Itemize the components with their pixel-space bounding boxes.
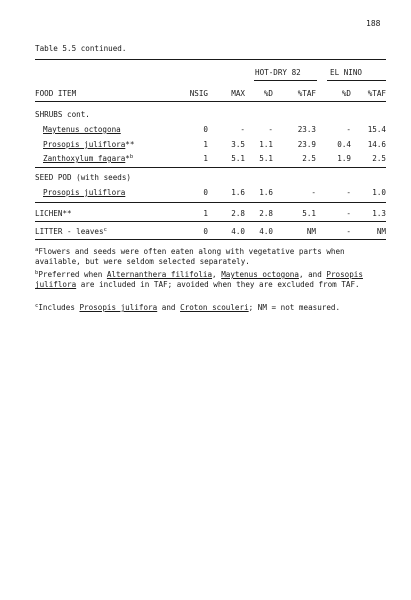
hot-dry-d-cell: 4.0 xyxy=(259,227,273,236)
nsig-cell: 0 xyxy=(203,188,208,197)
hot-dry-taf-cell: - xyxy=(311,188,316,197)
hot-dry-d-cell: 1.6 xyxy=(259,188,273,197)
group-header-hot-dry: HOT-DRY 82 xyxy=(255,68,301,77)
hot-dry-d-cell: 1.1 xyxy=(259,140,273,149)
header-el-nino-taf: %TAF xyxy=(367,89,386,98)
footnote-a: $^a$Flowers and seeds were often eaten along with vegetative parts when available, but were seldom selected separately. xyxy=(35,247,345,267)
max-cell: - xyxy=(240,125,245,134)
el-nino-d-cell: - xyxy=(346,227,351,236)
el-nino-taf-cell: 14.6 xyxy=(367,140,386,149)
el-nino-taf-cell: 1.3 xyxy=(372,209,386,218)
food-item-name: Prosopis juliflora xyxy=(43,188,126,197)
nsig-cell: 0 xyxy=(203,125,208,134)
table-caption: Table 5.5 continued. xyxy=(35,44,127,53)
header-max: MAX xyxy=(231,89,245,98)
nsig-cell: 0 xyxy=(203,227,208,236)
hot-dry-taf-cell: NM xyxy=(306,227,316,236)
max-cell: 4.0 xyxy=(231,227,245,236)
el-nino-d-cell: 1.9 xyxy=(337,154,351,163)
section-rule xyxy=(35,167,386,168)
food-item-name: Zanthoxylum fagara*$^b$ xyxy=(43,154,134,163)
hot-dry-taf-cell: 2.5 xyxy=(302,154,316,163)
el-nino-d-cell: - xyxy=(346,209,351,218)
food-item-name: Prosopis juliflora** xyxy=(43,140,135,149)
section-rule xyxy=(35,221,386,222)
hot-dry-d-cell: 5.1 xyxy=(259,154,273,163)
food-item-name: Maytenus octogona xyxy=(43,125,121,134)
food-item-name: LITTER - leaves$^c$ xyxy=(35,227,107,236)
nsig-cell: 1 xyxy=(203,140,208,149)
hot-dry-group-rule xyxy=(254,80,317,81)
hot-dry-taf-cell: 23.9 xyxy=(297,140,316,149)
hot-dry-d-cell: 2.8 xyxy=(259,209,273,218)
page-number: 188 xyxy=(366,19,381,28)
food-item-name: LICHEN** xyxy=(35,209,72,218)
header-hot-dry-taf: %TAF xyxy=(297,89,316,98)
hot-dry-taf-cell: 5.1 xyxy=(302,209,316,218)
header-rule xyxy=(35,101,386,102)
nsig-cell: 1 xyxy=(203,209,208,218)
nsig-cell: 1 xyxy=(203,154,208,163)
header-hot-dry-d: %D xyxy=(263,89,273,98)
el-nino-d-cell: - xyxy=(346,188,351,197)
max-cell: 1.6 xyxy=(231,188,245,197)
section-shrubs: SHRUBS cont. xyxy=(35,110,90,119)
el-nino-taf-cell: 2.5 xyxy=(372,154,386,163)
footnote-b: $^b$Preferred when Alternanthera filifolia, Maytenus octogona, and Prosopis juliflora are included in TAF; avoided when they are excluded from TAF. xyxy=(35,270,363,290)
section-rule xyxy=(35,202,386,203)
group-header-el-nino: EL NINO xyxy=(330,68,363,77)
section-seed-pod: SEED POD (with seeds) xyxy=(35,173,132,182)
header-food-item: FOOD ITEM xyxy=(35,89,77,98)
el-nino-taf-cell: 1.0 xyxy=(372,188,386,197)
hot-dry-d-cell: - xyxy=(268,125,273,134)
bottom-rule xyxy=(35,239,386,240)
el-nino-d-cell: 0.4 xyxy=(337,140,351,149)
el-nino-group-rule xyxy=(327,80,386,81)
header-el-nino-d: %D xyxy=(341,89,351,98)
footnote-c: $^c$Includes Prosopis julifora and Croton scouleri; NM = not measured. xyxy=(35,303,341,312)
el-nino-taf-cell: 15.4 xyxy=(367,125,386,134)
max-cell: 3.5 xyxy=(231,140,245,149)
el-nino-taf-cell: NM xyxy=(376,227,386,236)
hot-dry-taf-cell: 23.3 xyxy=(297,125,316,134)
top-rule xyxy=(35,59,386,60)
header-nsig: NSIG xyxy=(189,89,208,98)
max-cell: 5.1 xyxy=(231,154,245,163)
el-nino-d-cell: - xyxy=(346,125,351,134)
max-cell: 2.8 xyxy=(231,209,245,218)
